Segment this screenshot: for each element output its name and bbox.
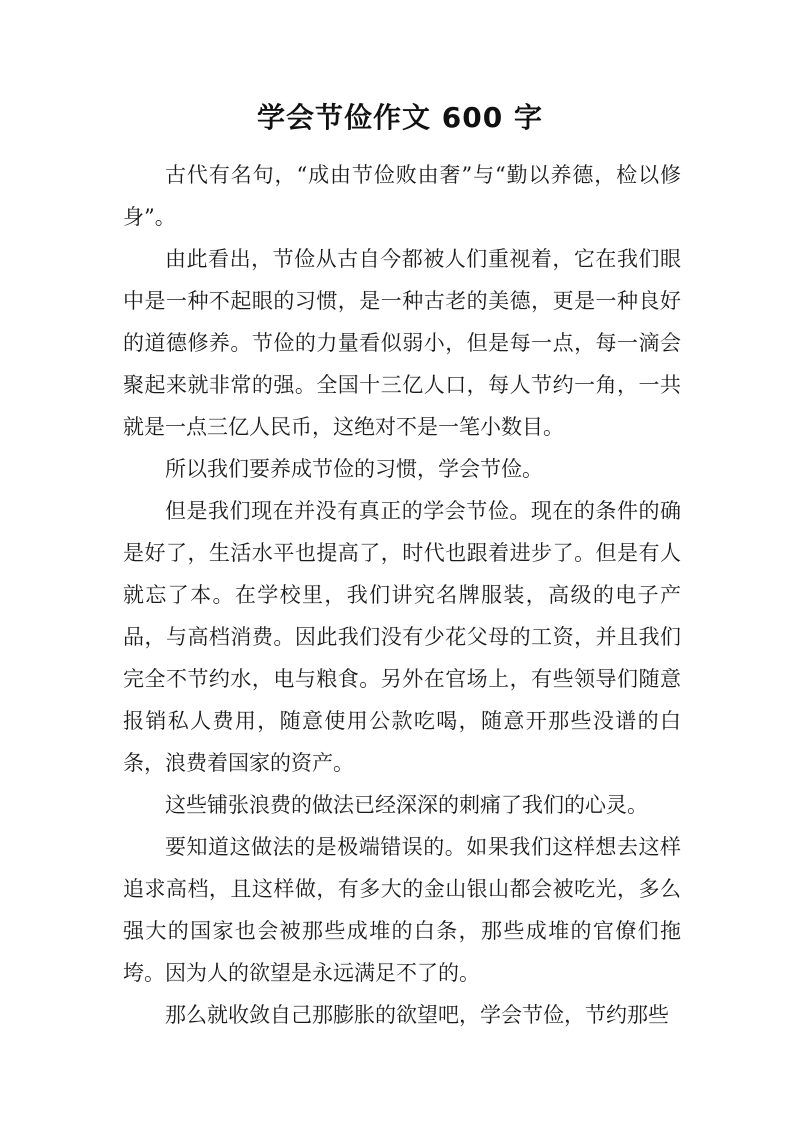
paragraph-2: 由此看出，节俭从古自今都被人们重视着，它在我们眼中是一种不起眼的习惯，是一种古老的美德，更是一种良好的道德修养。节俭的力量看似弱小，但是每一点，每一滴会聚起来就非常的强。全国十三亿人口，每人节约一角，一共就是一点三亿人民币，这绝对不是一笔小数目。: [123, 247, 681, 439]
paragraph-1: 古代有名句，“成由节俭败由奢”与“勤以养德，检以修身”。: [123, 163, 681, 229]
document-title: 学会节俭作文 600 字: [257, 101, 543, 134]
paragraph-5: 这些铺张浪费的做法已经深深的刺痛了我们的心灵。: [165, 793, 648, 817]
document-body: [123, 154, 681, 1036]
paragraph-3: 所以我们要养成节俭的习惯，学会节俭。: [165, 457, 543, 481]
paragraph-6: 要知道这做法的是极端错误的。如果我们这样想去这样追求高档，且这样做，有多大的金山银山都会被吃光，多么强大的国家也会被那些成堆的白条，那些成堆的官僚们拖垮。因为人的欲望是永远满足不了的。: [123, 835, 681, 985]
paragraph-4: 但是我们现在并没有真正的学会节俭。现在的条件的确是好了，生活水平也提高了，时代也跟着进步了。但是有人就忘了本。在学校里，我们讲究名牌服装，高级的电子产品，与高档消费。因此我们没有少花父母的工资，并且我们完全不节约水，电与粮食。另外在官场上，有些领导们随意报销私人费用，随意使用公款吃喝，随意开那些没谱的白条，浪费着国家的资产。: [123, 499, 681, 775]
paragraph-7: 那么就收敛自己那膨胀的欲望吧，学会节俭，节约那些: [165, 1003, 669, 1027]
